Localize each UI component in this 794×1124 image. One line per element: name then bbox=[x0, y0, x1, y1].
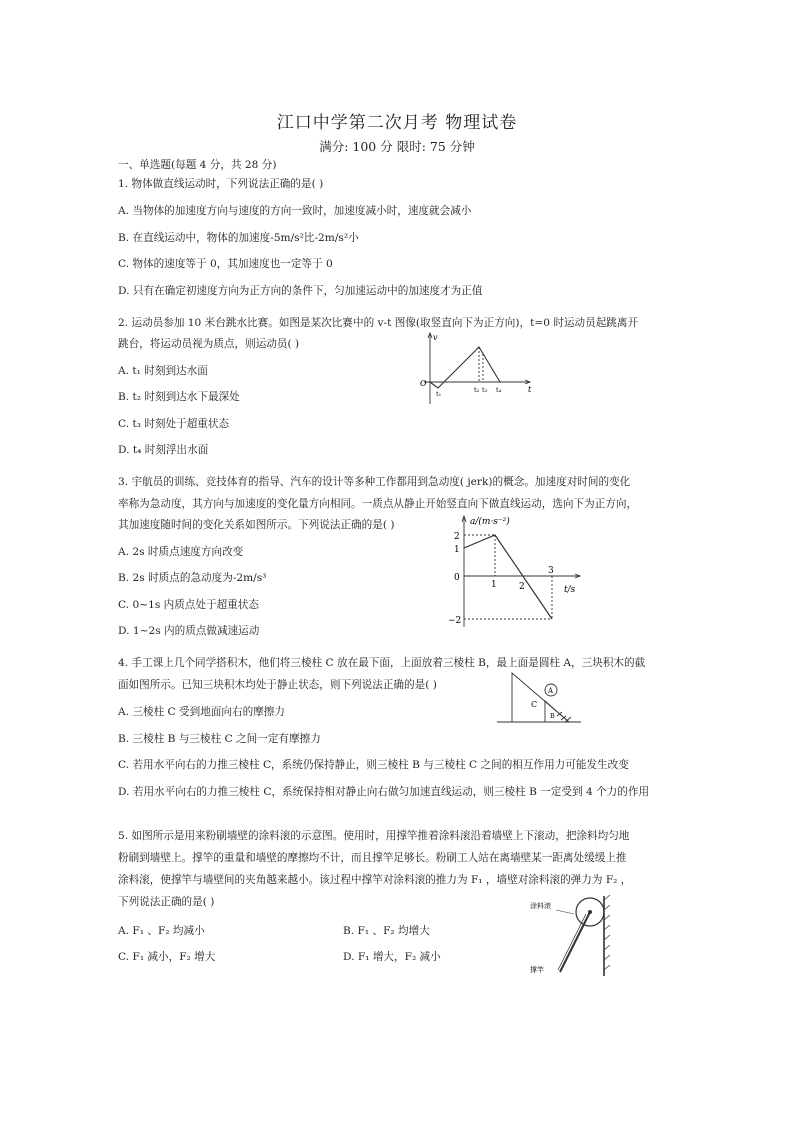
y-tick-neg2: −2 bbox=[448, 616, 462, 626]
q2-option-a: A. t₁ 时刻到达水面 bbox=[118, 365, 208, 377]
section-heading: 一、单选题(每题 4 分，共 28 分) bbox=[118, 159, 277, 171]
q1-option-c: C. 物体的速度等于 0，其加速度也一定等于 0 bbox=[118, 258, 333, 270]
pole-label: 撑竿 bbox=[530, 966, 544, 974]
q2-option-b: B. t₂ 时刻到达水下最深处 bbox=[118, 391, 240, 403]
q3-option-a: A. 2s 时质点速度方向改变 bbox=[118, 546, 244, 558]
tick-t3: t₃ bbox=[482, 386, 488, 394]
q1-option-b: B. 在直线运动中，物体的加速度-5m/s²比-2m/s²小 bbox=[118, 232, 359, 244]
pole-line bbox=[560, 912, 590, 972]
q2-option-d: D. t₄ 时刻浮出水面 bbox=[118, 444, 209, 456]
q2-option-c: C. t₃ 时刻处于超重状态 bbox=[118, 418, 230, 430]
q2-stem-line-1: 2. 运动员参加 10 米台跳水比赛。如图是某次比赛中的 v-t 图像(取竖直向下为正方向)，t=0 时运动员起跳离开 bbox=[118, 317, 639, 329]
wall-hatch bbox=[604, 895, 610, 970]
q3-stem-line-1: 3. 宇航员的训练、竞技体育的指导、汽车的设计等多种工作都用到急动度( jerk)的概念。加速度对时间的变化 bbox=[118, 476, 631, 488]
q3-stem-line-2: 率称为急动度，其方向与加速度的变化量方向相同。一质点从静止开始竖直向下做直线运动，选向下为正方向， bbox=[118, 498, 638, 510]
q5-stem-line-4: 下列说法正确的是( ) bbox=[118, 896, 215, 908]
q4-stem-line-1: 4. 手工课上几个同学搭积木，他们将三棱柱 C 放在最下面，上面放着三棱柱 B，最上面是圆柱 A，三块积木的截 bbox=[118, 657, 646, 669]
q3-at-graph bbox=[438, 512, 588, 634]
q3-stem-line-3: 其加速度随时间的变化关系如图所示。下列说法正确的是( ) bbox=[118, 519, 395, 531]
q5-stem-line-3: 涂料滚，使撑竿与墙壁间的夹角越来越小。该过程中撑竿对涂料滚的推力为 F₁ ，墙壁对涂料滚的弹力为 F₂ ， bbox=[118, 874, 632, 886]
q4-option-b: B. 三棱柱 B 与三棱柱 C 之间一定有摩擦力 bbox=[118, 733, 321, 745]
q1-option-d: D. 只有在确定初速度方向为正方向的条件下，匀加速运动中的加速度才为正值 bbox=[118, 285, 483, 297]
q2-stem-line-2: 跳台，将运动员视为质点，则运动员( ) bbox=[118, 338, 300, 350]
q5-stem-line-1: 5. 如图所示是用来粉刷墙壁的涂料滚的示意图。使用时，用撑竿推着涂料滚沿着墙壁上下滚动，把涂料均匀地 bbox=[118, 830, 630, 842]
a-axis-label: a/(m·s⁻²) bbox=[470, 517, 510, 527]
tick-t4: t₄ bbox=[496, 386, 502, 394]
page-title: 江口中学第二次月考 物理试卷 bbox=[276, 113, 518, 133]
v-label: v bbox=[433, 333, 438, 342]
q4-option-d: D. 若用水平向右的力推三棱柱 C，系统保持相对静止向右做匀加速直线运动，则三棱柱 B 一定受到 4 个力的作用 bbox=[118, 786, 650, 798]
q4-option-a: A. 三棱柱 C 受到地面向右的摩擦力 bbox=[118, 706, 285, 718]
tick-t2: t₂ bbox=[474, 386, 480, 394]
q4-stem-line-2: 面如图所示。已知三块积木均处于静止状态，则下列说法正确的是( ) bbox=[118, 679, 437, 691]
q5-stem-line-2: 粉刷到墙壁上。撑竿的重量和墙壁的摩擦均不计，而且撑竿足够长。粉刷工人站在离墙壁某一距离处缓缓上推 bbox=[118, 852, 627, 864]
q5-roller-figure bbox=[528, 892, 618, 982]
q5-option-c: C. F₁ 减小，F₂ 增大 bbox=[118, 951, 216, 963]
prism-b bbox=[545, 701, 569, 722]
label-b: B bbox=[550, 712, 555, 720]
roller-label-leader bbox=[556, 910, 574, 914]
t-label: t bbox=[528, 385, 532, 394]
roller-label: 涂料滚 bbox=[530, 902, 551, 910]
q3-option-c: C. 0~1s 内质点处于超重状态 bbox=[118, 599, 259, 611]
q2-vt-graph bbox=[416, 330, 536, 412]
q5-option-d: D. F₁ 增大，F₂ 减小 bbox=[343, 951, 441, 963]
q3-option-d: D. 1~2s 内的质点做减速运动 bbox=[118, 625, 260, 637]
y-tick-1: 1 bbox=[454, 545, 460, 555]
pole-edge bbox=[558, 914, 586, 970]
x-tick-1: 1 bbox=[491, 580, 497, 590]
y-tick-0: 0 bbox=[454, 573, 460, 583]
at-line bbox=[464, 535, 552, 619]
x-tick-3: 3 bbox=[548, 566, 554, 576]
q4-blocks-figure bbox=[495, 670, 585, 730]
label-c: C bbox=[531, 700, 538, 709]
y-tick-2: 2 bbox=[454, 532, 460, 542]
q5-option-b: B. F₁ 、F₂ 均增大 bbox=[343, 925, 430, 937]
q4-option-c: C. 若用水平向右的力推三棱柱 C，系统仍保持静止，则三棱柱 B 与三棱柱 C 之间的相互作用力可能发生改变 bbox=[118, 759, 629, 771]
q1-stem: 1. 物体做直线运动时，下列说法正确的是( ) bbox=[118, 178, 324, 190]
tick-t1: t₁ bbox=[436, 390, 442, 398]
t-axis-label: t/s bbox=[564, 585, 576, 595]
page-subtitle: 满分: 100 分 限时: 75 分钟 bbox=[319, 139, 475, 154]
q3-option-b: B. 2s 时质点的急动度为-2m/s³ bbox=[118, 572, 267, 584]
origin-label: O bbox=[420, 379, 427, 388]
q5-option-a: A. F₁ 、F₂ 均减小 bbox=[118, 925, 205, 937]
q1-option-a: A. 当物体的加速度方向与速度的方向一致时，加速度减小时，速度就会减小 bbox=[118, 205, 472, 217]
label-a: A bbox=[548, 687, 554, 695]
x-tick-2: 2 bbox=[519, 582, 525, 592]
